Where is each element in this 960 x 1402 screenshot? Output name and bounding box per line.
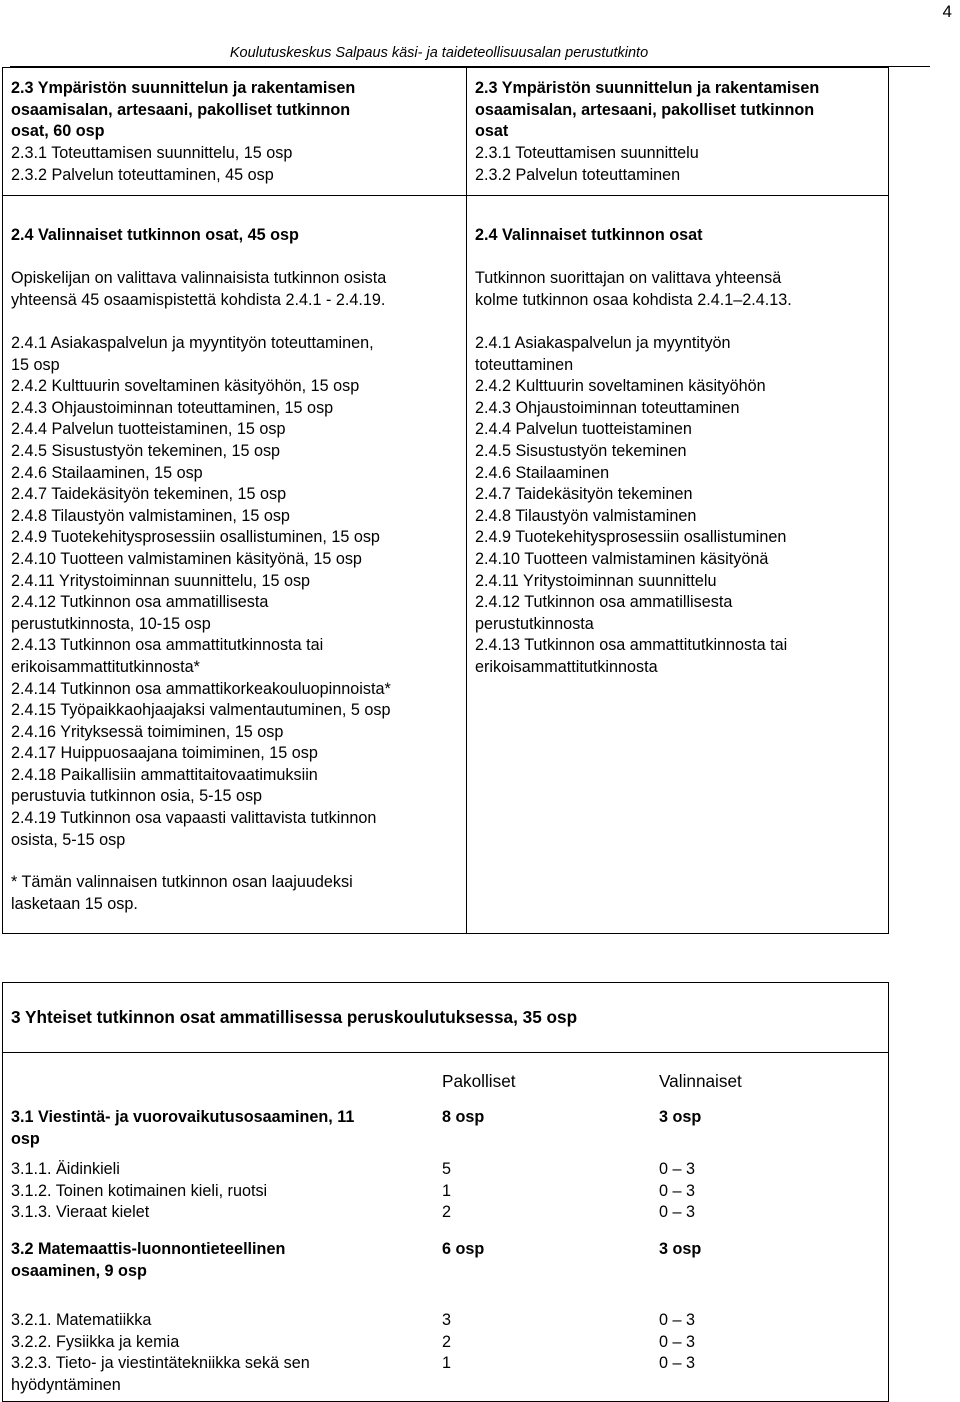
text-line: lasketaan 15 osp. [11,894,138,913]
text-line: 2.4.5 Sisustustyön tekeminen, 15 osp [11,441,281,460]
lower-table-title: 3 Yhteiset tutkinnon osat ammatillisessa peruskoulutuksessa, 35 osp [11,1007,578,1027]
document-header-title: Koulutuskeskus Salpaus käsi- ja taideteollisuusalan perustutkinto [229,45,649,61]
text-line: osista, 5-15 osp [11,830,126,849]
text-line: 2.4.2 Kulttuurin soveltaminen käsityöhön [475,377,766,396]
text-line: 2.3.2 Palvelun toteuttaminen [475,165,681,184]
text-line: 2.4.3 Ohjaustoiminnan toteuttaminen [475,398,740,417]
text-line: 2.4.16 Yrityksessä toimiminen, 15 osp [11,722,284,741]
text-line: yhteensä 45 osaamispistettä kohdista 2.4.1 - 2.4.19. [11,290,386,309]
text-line: 3.1.3. Vieraat kielet [11,1203,150,1222]
text-line: * Tämän valinnaisen tutkinnon osan laajuudeksi [11,873,353,891]
text-line: 3.2.3. Tieto- ja viestintätekniikka sekä sen [11,1354,310,1373]
text-line: hyödyntäminen [11,1375,121,1394]
text-line: 3.1.1. Äidinkieli [11,1160,120,1178]
text-line: 2.3.1 Toteuttamisen suunnittelu, 15 osp [11,144,293,162]
text-line: 2.4.11 Yritystoiminnan suunnittelu [475,571,717,590]
right-section-23-items [475,143,699,186]
section-31-label [11,1107,354,1150]
text-line: 2.4.9 Tuotekehitysprosessiin osallistuminen [475,528,787,547]
section-32-valinnaiset: 3 osp [659,1240,702,1258]
section-31-items-pakolliset [442,1159,451,1224]
right-section-23-heading [475,78,819,143]
text-line: 2.4.14 Tutkinnon osa ammattikorkeakouluopinnoista* [11,679,391,698]
text-line: 2.4.13 Tutkinnon osa ammattitutkinnosta tai [11,636,324,655]
text-line: 2.4.1 Asiakaspalvelun ja myyntityön [475,334,731,352]
section-32-items-pakolliset [442,1310,451,1375]
text-line: 1 [442,1354,452,1373]
text-line: erikoisammattitutkinnosta [475,657,658,676]
text-line: 2.4.12 Tutkinnon osa ammatillisesta [11,593,269,612]
column-header-valinnaiset: Valinnaiset [659,1071,742,1091]
text-line: 2.4.11 Yritystoiminnan suunnittelu, 15 osp [11,571,311,590]
text-line: 2.4.7 Taidekäsityön tekeminen [475,485,693,504]
text-line: 2 [442,1332,452,1351]
left-section-24-items [11,333,391,851]
text-line: 3.1 Viestintä- ja vuorovaikutusosaaminen, 11 [11,1108,355,1126]
text-line: osp [11,1129,40,1148]
text-line: 5 [442,1160,452,1178]
text-line: 3.2 Matemaattis-luonnontieteellinen [11,1240,286,1258]
right-section-24-heading: 2.4 Valinnaiset tutkinnon osat [475,226,703,244]
text-line: 2.4.19 Tutkinnon osa vapaasti valittavista tutkinnon [11,809,377,828]
text-line: 2.3 Ympäristön suunnittelun ja rakentamisen [11,79,356,97]
text-line: 2.3 Ympäristön suunnittelun ja rakentamisen [475,79,820,97]
text-line: 2.4.13 Tutkinnon osa ammattitutkinnosta tai [475,636,788,655]
left-section-24-intro [11,268,386,311]
text-line: kolme tutkinnon osaa kohdista 2.4.1–2.4.13. [475,290,792,309]
text-line: 2.4.6 Stailaaminen [475,463,610,482]
text-line: osaamisalan, artesaani, pakolliset tutkinnon [475,100,815,119]
text-line: 1 [442,1181,452,1200]
text-line: 2.4.1 Asiakaspalvelun ja myyntityön toteuttaminen, [11,334,374,352]
text-line: osaaminen, 9 osp [11,1261,147,1280]
left-section-24-footnote [11,872,353,915]
text-line: 2.4.6 Stailaaminen, 15 osp [11,463,203,482]
text-line: 2.4.8 Tilaustyön valmistaminen, 15 osp [11,506,290,525]
text-line: 2.4.10 Tuotteen valmistaminen käsityönä [475,549,769,568]
text-line: 3.2.1. Matematiikka [11,1311,152,1329]
text-line: 2.4.5 Sisustustyön tekeminen [475,441,687,460]
text-line: 0 – 3 [659,1332,696,1351]
text-line: 2.3.2 Palvelun toteuttaminen, 45 osp [11,165,274,184]
upper-table-column-divider [466,67,467,934]
text-line: 0 – 3 [659,1203,696,1222]
text-line: 15 osp [11,355,60,374]
text-line: 2.4.15 Työpaikkaohjaajaksi valmentautuminen, 5 osp [11,701,391,720]
left-section-23-items [11,143,292,186]
text-line: 0 – 3 [659,1181,696,1200]
text-line: osat [475,122,509,141]
right-section-24-intro [475,268,792,311]
text-line: osat, 60 osp [11,122,105,141]
text-line: 0 – 3 [659,1354,696,1373]
left-section-23-heading [11,78,355,143]
section-32-items-valinnaiset [659,1310,695,1375]
text-line: Tutkinnon suorittajan on valittava yhteensä [475,269,782,287]
text-line: 2.4.2 Kulttuurin soveltaminen käsityöhön, 15 osp [11,377,360,396]
text-line: 2.4.18 Paikallisiin ammattitaitovaatimuksiin [11,765,318,784]
text-line: perustutkinnosta [475,614,594,633]
text-line: 2.4.9 Tuotekehitysprosessiin osallistuminen, 15 osp [11,528,380,547]
text-line: osaamisalan, artesaani, pakolliset tutkinnon [11,100,351,119]
text-line: 2.4.3 Ohjaustoiminnan toteuttaminen, 15 osp [11,398,334,417]
text-line: 2.4.8 Tilaustyön valmistaminen [475,506,697,525]
page-number: 4 [942,2,952,21]
section-31-valinnaiset: 3 osp [659,1108,702,1126]
text-line: 2.4.10 Tuotteen valmistaminen käsityönä, 15 osp [11,549,362,568]
section-32-pakolliset: 6 osp [442,1240,485,1258]
text-line: 2.4.12 Tutkinnon osa ammatillisesta [475,593,733,612]
text-line: 3 [442,1311,452,1329]
text-line: 2 [442,1203,452,1222]
upper-table-row-divider [2,195,889,196]
text-line: 2.4.4 Palvelun tuotteistaminen [475,420,692,439]
column-header-pakolliset: Pakolliset [442,1071,516,1091]
section-31-items [11,1159,267,1224]
section-32-label [11,1239,285,1282]
lower-table-title-divider [2,1052,889,1053]
text-line: 2.4.4 Palvelun tuotteistaminen, 15 osp [11,420,286,439]
section-32-items [11,1310,310,1396]
text-line: perustutkinnosta, 10-15 osp [11,614,211,633]
text-line: 3.1.2. Toinen kotimainen kieli, ruotsi [11,1181,268,1200]
text-line: 0 – 3 [659,1160,696,1178]
text-line: 2.4.17 Huippuosaajana toimiminen, 15 osp [11,744,318,763]
text-line: 3.2.2. Fysiikka ja kemia [11,1332,180,1351]
text-line: toteuttaminen [475,355,574,374]
text-line: erikoisammattitutkinnosta* [11,657,200,676]
left-section-24-heading: 2.4 Valinnaiset tutkinnon osat, 45 osp [11,226,299,244]
text-line: 2.3.1 Toteuttamisen suunnittelu [475,144,699,162]
section-31-items-valinnaiset [659,1159,695,1224]
text-line: perustuvia tutkinnon osia, 5-15 osp [11,787,263,806]
right-section-24-items [475,333,787,679]
text-line: 2.4.7 Taidekäsityön tekeminen, 15 osp [11,485,287,504]
text-line: 0 – 3 [659,1311,696,1329]
text-line: Opiskelijan on valittava valinnaisista tutkinnon osista [11,269,387,287]
section-31-pakolliset: 8 osp [442,1108,485,1126]
